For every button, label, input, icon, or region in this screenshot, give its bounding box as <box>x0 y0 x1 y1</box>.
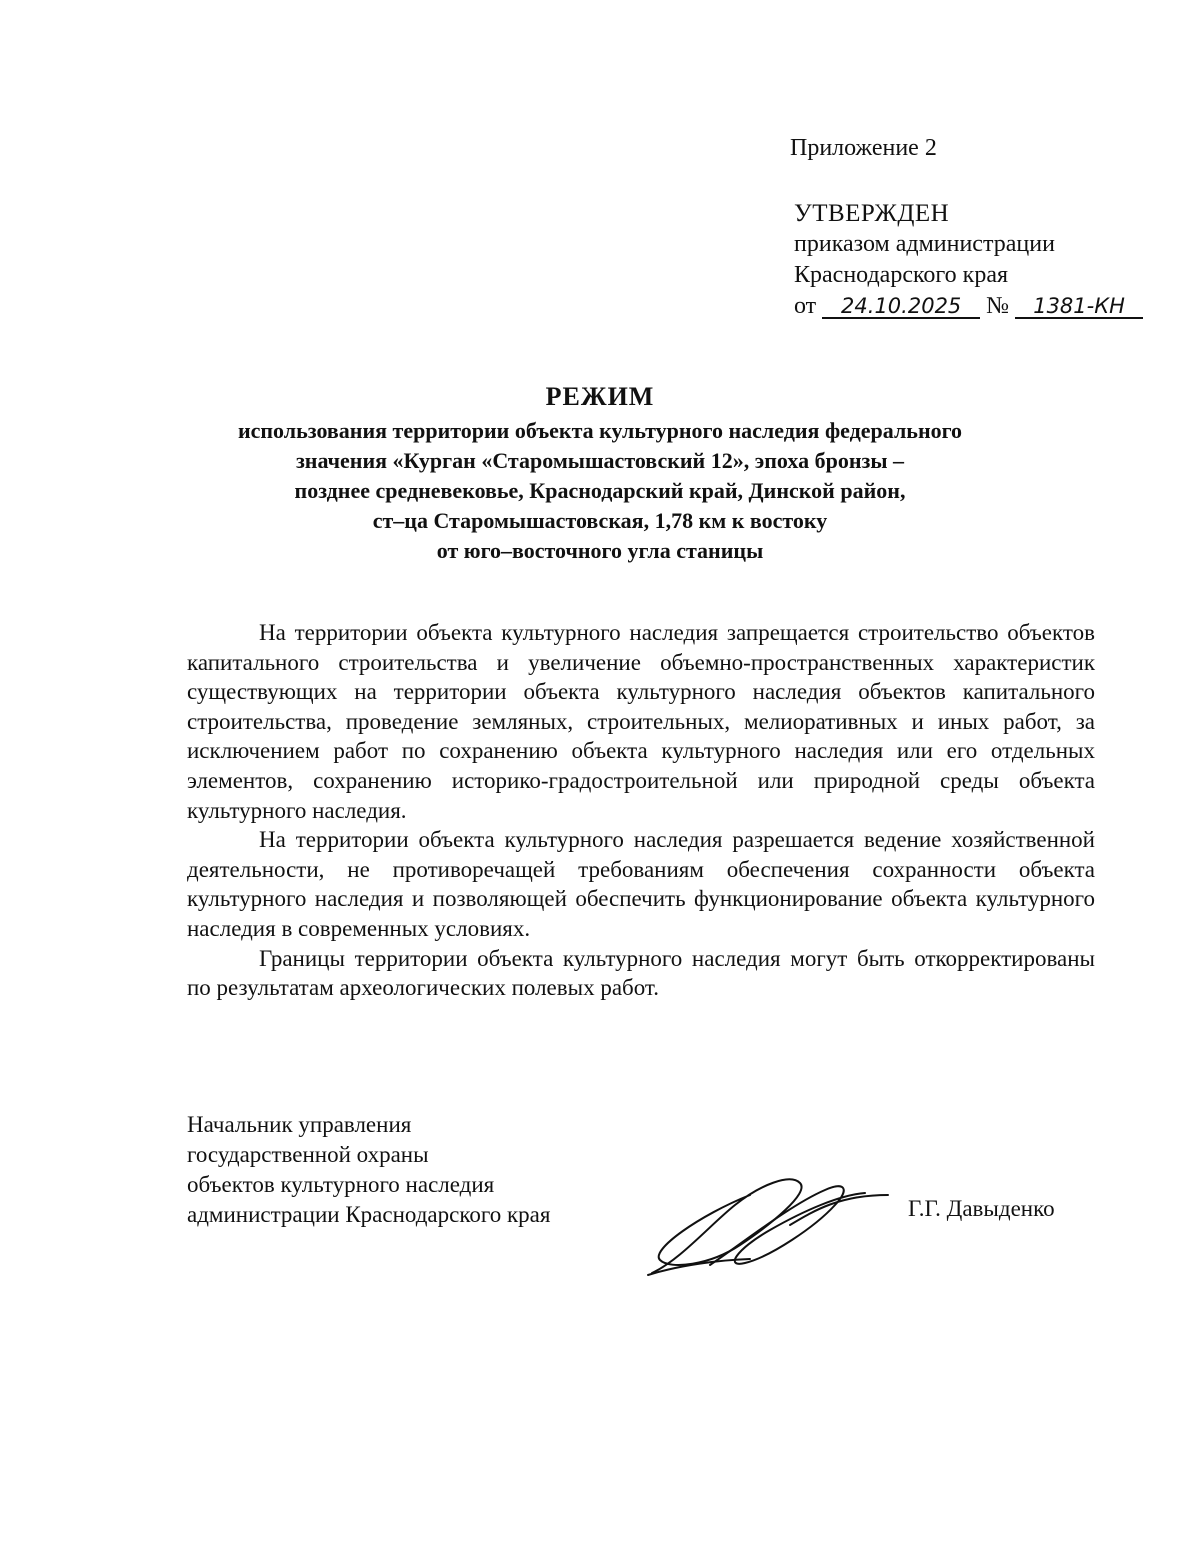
approval-stamp-block <box>794 198 1143 322</box>
signatory-position <box>187 1110 550 1230</box>
subtitle-line: использования территории объекта культурного наследия федерального <box>237 418 963 443</box>
position-line: объектов культурного наследия <box>187 1172 495 1197</box>
body-paragraph: Границы территории объекта культурного наследия могут быть откорректированы по результатам археологических полевых работ. <box>187 945 1095 1001</box>
from-prefix: от <box>794 293 817 319</box>
document-title: РЕЖИМ <box>545 382 655 411</box>
subtitle-line: от юго–восточного угла станицы <box>436 538 764 563</box>
position-line: администрации Краснодарского края <box>187 1202 551 1227</box>
document-body <box>187 618 1095 1003</box>
approved-line-2: Краснодарского края <box>794 262 1009 288</box>
handwritten-date: 24.10.2025 <box>822 295 980 319</box>
body-paragraph: На территории объекта культурного наследия запрещается строительство объектов капитального строительства и увеличение объемно-пространственных характеристик существующих на территории объекта культурного наследия объектов капитального строительства, проведение земляных, строительных, мелиоративных и иных работ, за исключением работ по сохранению объекта культурного наследия или его отдельных элементов, сохранению историко-градостроительной или природной среды объекта культурного наследия. <box>187 620 1095 823</box>
subtitle-line: позднее средневековье, Краснодарский край, Динской район, <box>294 478 906 503</box>
document-title-block <box>50 382 1150 566</box>
number-prefix: № <box>986 293 1010 319</box>
approved-line-1: приказом администрации <box>794 231 1055 257</box>
signatory-name: Г.Г. Давыденко <box>908 1196 1055 1221</box>
approved-title: УТВЕРЖДЕН <box>794 200 950 227</box>
subtitle-line: ст–ца Старомышастовская, 1,78 км к востоку <box>372 508 828 533</box>
approval-date-number-line <box>794 291 1143 322</box>
position-line: Начальник управления <box>187 1112 412 1137</box>
body-paragraph: На территории объекта культурного наследия разрешается ведение хозяйственной деятельности, не противоречащей требованиям обеспечения сохранности объекта культурного наследия и позволяющей обеспечить функционирование объекта культурного наследия в современных условиях. <box>187 827 1095 941</box>
handwritten-signature <box>640 1165 890 1280</box>
handwritten-number: 1381-КН <box>1015 295 1143 319</box>
appendix-label: Приложение 2 <box>790 135 937 161</box>
position-line: государственной охраны <box>187 1142 429 1167</box>
subtitle-line: значения «Курган «Старомышастовский 12», эпоха бронзы – <box>295 448 905 473</box>
